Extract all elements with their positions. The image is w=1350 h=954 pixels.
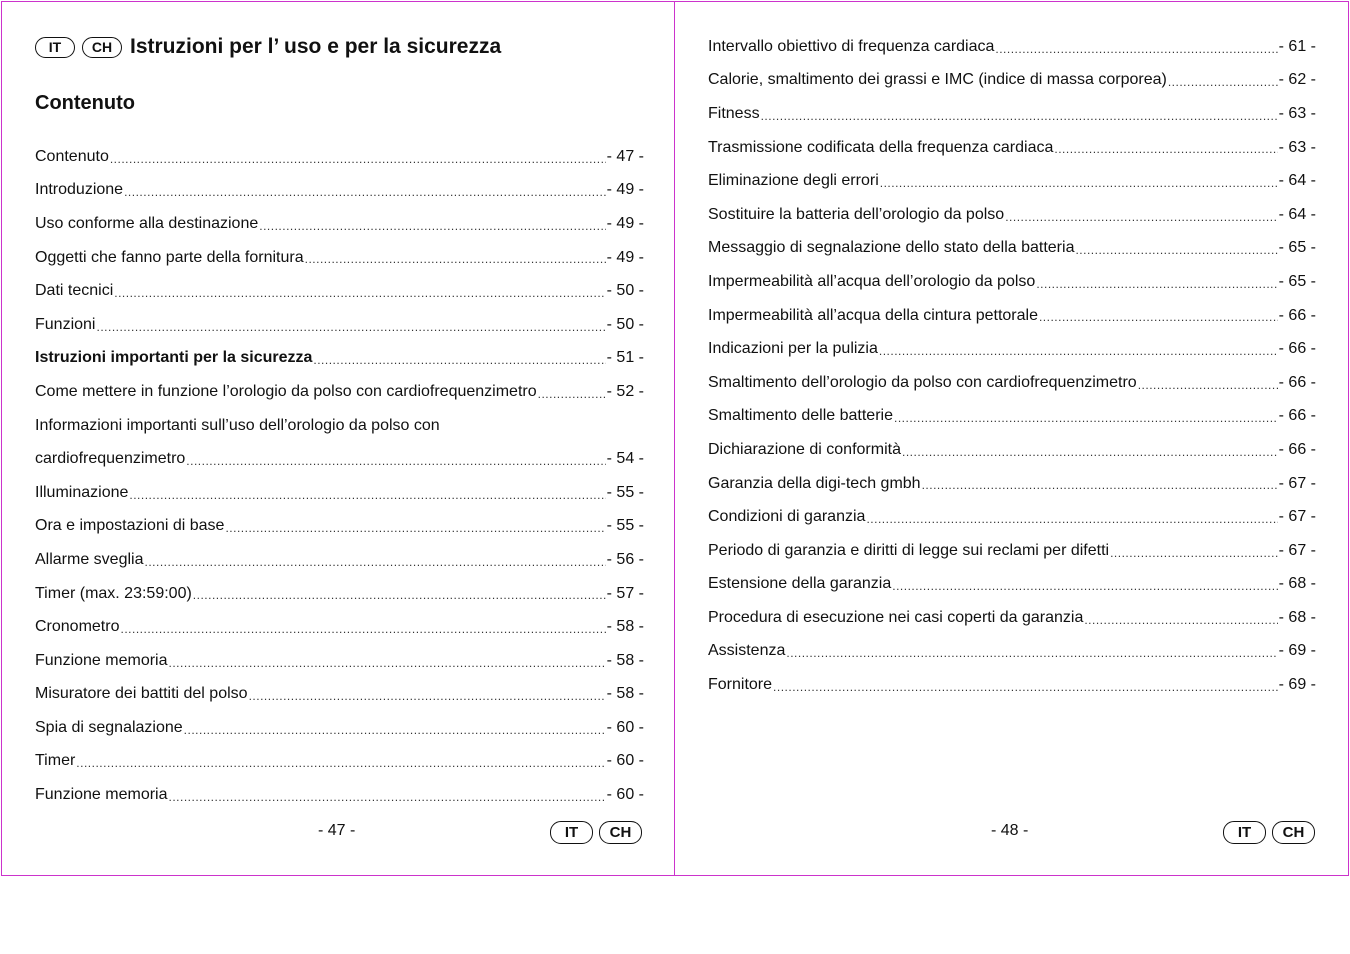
toc-leader bbox=[193, 588, 606, 602]
toc-label: Spia di segnalazione bbox=[35, 718, 183, 736]
toc-page: - 69 - bbox=[1278, 642, 1316, 660]
toc-label: Oggetti che fanno parte della fornitura bbox=[35, 248, 304, 266]
toc-label: Uso conforme alla destinazione bbox=[35, 214, 259, 232]
toc-page: - 54 - bbox=[606, 450, 644, 468]
contents-heading: Contenuto bbox=[35, 92, 135, 114]
toc-page: - 47 - bbox=[606, 147, 644, 165]
toc-leader bbox=[96, 320, 605, 334]
country-badge-ch: CH bbox=[1272, 821, 1315, 844]
toc-entry[interactable] bbox=[35, 207, 644, 241]
toc-label: Contenuto bbox=[35, 147, 109, 165]
toc-entry[interactable] bbox=[35, 375, 644, 409]
toc-entry[interactable] bbox=[35, 577, 644, 611]
toc-label: Assistenza bbox=[708, 642, 786, 660]
toc-leader bbox=[1110, 546, 1278, 560]
manual-header bbox=[35, 35, 501, 59]
toc-page: - 66 - bbox=[1278, 440, 1316, 458]
toc-label: Timer (max. 23:59:00) bbox=[35, 584, 192, 602]
toc-leader bbox=[1138, 378, 1278, 392]
toc-leader bbox=[1075, 243, 1277, 257]
country-badge-it: IT bbox=[1223, 821, 1266, 844]
toc-page: - 64 - bbox=[1278, 205, 1316, 223]
toc-label: Funzione memoria bbox=[35, 786, 168, 804]
toc-leader bbox=[894, 411, 1278, 425]
toc-page: - 62 - bbox=[1278, 71, 1316, 89]
country-badge-ch: CH bbox=[82, 37, 122, 58]
toc-leader bbox=[922, 478, 1278, 492]
right-page bbox=[674, 1, 1349, 876]
toc-leader bbox=[995, 42, 1277, 56]
toc-label: Fornitore bbox=[708, 676, 773, 694]
manual-title: Istruzioni per l’ uso e per la sicurezza bbox=[130, 35, 502, 58]
toc-label: Informazioni importanti sull’uso dell’orologio da polso con bbox=[35, 416, 440, 434]
toc-label: Misuratore dei battiti del polso bbox=[35, 685, 248, 703]
toc-entry[interactable] bbox=[708, 366, 1316, 400]
page-number: - 48 - bbox=[991, 822, 1029, 839]
toc-entry[interactable] bbox=[708, 232, 1316, 266]
toc-label: Cronometro bbox=[35, 618, 120, 636]
toc-label: Introduzione bbox=[35, 181, 124, 199]
toc-leader bbox=[879, 344, 1278, 358]
toc-entry[interactable] bbox=[35, 543, 644, 577]
toc-leader bbox=[880, 176, 1278, 190]
toc-leader bbox=[866, 512, 1277, 526]
toc-label: Messaggio di segnalazione dello stato della batteria bbox=[708, 239, 1075, 257]
toc-page: - 66 - bbox=[1278, 407, 1316, 425]
toc-entry[interactable] bbox=[708, 668, 1316, 702]
toc-entry[interactable] bbox=[35, 174, 644, 208]
toc-entry[interactable] bbox=[35, 610, 644, 644]
toc-page: - 63 - bbox=[1278, 138, 1316, 156]
toc-label: Dichiarazione di conformità bbox=[708, 440, 901, 458]
toc-entry[interactable] bbox=[708, 534, 1316, 568]
toc-page: - 68 - bbox=[1278, 608, 1316, 626]
toc-label: Sostituire la batteria dell’orologio da polso bbox=[708, 205, 1005, 223]
toc-label: Smaltimento dell’orologio da polso con cardiofrequenzimetro bbox=[708, 373, 1137, 391]
toc-entry[interactable] bbox=[35, 308, 644, 342]
toc-entry[interactable] bbox=[708, 332, 1316, 366]
toc-page: - 61 - bbox=[1278, 37, 1316, 55]
footer-badges bbox=[1223, 821, 1321, 844]
toc-entry[interactable] bbox=[708, 265, 1316, 299]
toc-entry[interactable] bbox=[708, 601, 1316, 635]
toc-entry[interactable] bbox=[35, 778, 644, 812]
toc-page: - 58 - bbox=[606, 685, 644, 703]
toc-entry[interactable] bbox=[35, 274, 644, 308]
table-of-contents-right bbox=[708, 30, 1316, 702]
toc-page: - 60 - bbox=[606, 752, 644, 770]
toc-entry[interactable] bbox=[35, 476, 644, 510]
toc-leader bbox=[892, 579, 1277, 593]
toc-entry[interactable] bbox=[708, 97, 1316, 131]
toc-entry[interactable] bbox=[708, 400, 1316, 434]
toc-label: Condizioni di garanzia bbox=[708, 508, 866, 526]
country-badge-ch: CH bbox=[599, 821, 642, 844]
toc-label: Indicazioni per la pulizia bbox=[708, 340, 878, 358]
toc-label: Fitness bbox=[708, 104, 760, 122]
toc-page: - 69 - bbox=[1278, 676, 1316, 694]
toc-page: - 55 - bbox=[606, 483, 644, 501]
toc-leader bbox=[305, 252, 606, 266]
toc-page: - 49 - bbox=[606, 214, 644, 232]
toc-page: - 57 - bbox=[606, 584, 644, 602]
toc-page: - 50 - bbox=[606, 315, 644, 333]
country-badge-it: IT bbox=[550, 821, 593, 844]
toc-label: Impermeabilità all’acqua dell’orologio da polso bbox=[708, 272, 1036, 290]
toc-entry[interactable] bbox=[35, 241, 644, 275]
toc-label: Illuminazione bbox=[35, 483, 129, 501]
toc-leader bbox=[144, 555, 605, 569]
toc-page: - 65 - bbox=[1278, 272, 1316, 290]
toc-leader bbox=[129, 488, 605, 502]
toc-page: - 68 - bbox=[1278, 575, 1316, 593]
toc-page: - 66 - bbox=[1278, 306, 1316, 324]
toc-page: - 63 - bbox=[1278, 104, 1316, 122]
toc-leader bbox=[313, 353, 605, 367]
toc-page: - 52 - bbox=[606, 382, 644, 400]
toc-label: Estensione della garanzia bbox=[708, 575, 892, 593]
toc-label: Eliminazione degli errori bbox=[708, 172, 879, 190]
toc-entry[interactable] bbox=[708, 64, 1316, 98]
toc-leader bbox=[1005, 210, 1277, 224]
country-badge-it: IT bbox=[35, 37, 75, 58]
toc-page: - 56 - bbox=[606, 550, 644, 568]
toc-page: - 55 - bbox=[606, 517, 644, 535]
toc-entry[interactable] bbox=[708, 635, 1316, 669]
toc-entry[interactable] bbox=[708, 568, 1316, 602]
toc-page: - 66 - bbox=[1278, 340, 1316, 358]
toc-leader bbox=[169, 790, 606, 804]
toc-page: - 60 - bbox=[606, 718, 644, 736]
toc-entry[interactable] bbox=[35, 644, 644, 678]
toc-page: - 67 - bbox=[1278, 474, 1316, 492]
toc-entry[interactable] bbox=[35, 442, 644, 476]
toc-label: Come mettere in funzione l’orologio da polso con cardiofrequenzimetro bbox=[35, 382, 537, 400]
toc-label: Ora e impostazioni di base bbox=[35, 517, 225, 535]
table-of-contents-left bbox=[35, 140, 644, 812]
toc-leader bbox=[1039, 310, 1278, 324]
toc-leader bbox=[225, 521, 605, 535]
toc-page: - 67 - bbox=[1278, 541, 1316, 559]
toc-leader bbox=[1084, 613, 1277, 627]
toc-entry[interactable] bbox=[35, 678, 644, 712]
toc-leader bbox=[120, 622, 605, 636]
toc-label: Impermeabilità all’acqua della cintura pettorale bbox=[708, 306, 1038, 324]
toc-label: Intervallo obiettivo di frequenza cardiaca bbox=[708, 37, 995, 55]
toc-label: Calorie, smaltimento dei grassi e IMC (indice di massa corporea) bbox=[708, 71, 1167, 89]
toc-page: - 64 - bbox=[1278, 172, 1316, 190]
toc-page: - 58 - bbox=[606, 618, 644, 636]
toc-page: - 65 - bbox=[1278, 239, 1316, 257]
toc-leader bbox=[773, 680, 1278, 694]
toc-entry[interactable] bbox=[708, 500, 1316, 534]
toc-label: Allarme sveglia bbox=[35, 550, 144, 568]
toc-entry[interactable] bbox=[35, 711, 644, 745]
toc-leader bbox=[184, 723, 606, 737]
toc-entry[interactable] bbox=[708, 467, 1316, 501]
toc-leader bbox=[761, 109, 1278, 123]
toc-label: Funzioni bbox=[35, 315, 96, 333]
footer-badges bbox=[550, 821, 648, 844]
toc-label: Periodo di garanzia e diritti di legge sui reclami per difetti bbox=[708, 541, 1110, 559]
toc-label: Trasmissione codificata della frequenza cardiaca bbox=[708, 138, 1054, 156]
toc-label: Smaltimento delle batterie bbox=[708, 407, 893, 425]
toc-leader bbox=[1054, 142, 1277, 156]
toc-page: - 49 - bbox=[606, 181, 644, 199]
toc-leader bbox=[538, 387, 606, 401]
toc-label: Procedura di esecuzione nei casi coperti da garanzia bbox=[708, 608, 1084, 626]
toc-leader bbox=[110, 152, 606, 166]
toc-label: Timer bbox=[35, 752, 76, 770]
toc-page: - 60 - bbox=[606, 786, 644, 804]
toc-page: - 51 - bbox=[606, 349, 644, 367]
toc-entry[interactable] bbox=[35, 510, 644, 544]
toc-label: Funzione memoria bbox=[35, 651, 168, 669]
toc-leader bbox=[76, 756, 605, 770]
toc-page: - 49 - bbox=[606, 248, 644, 266]
toc-page: - 67 - bbox=[1278, 508, 1316, 526]
toc-leader bbox=[249, 689, 606, 703]
toc-leader bbox=[114, 286, 605, 300]
toc-leader bbox=[169, 656, 606, 670]
toc-label: Dati tecnici bbox=[35, 282, 114, 300]
toc-leader bbox=[186, 454, 605, 468]
toc-leader bbox=[902, 445, 1278, 459]
toc-entry[interactable] bbox=[708, 164, 1316, 198]
toc-entry[interactable] bbox=[708, 198, 1316, 232]
toc-leader bbox=[1168, 75, 1278, 89]
toc-entry-wrapped-line[interactable] bbox=[35, 409, 644, 443]
toc-entry[interactable] bbox=[35, 745, 644, 779]
toc-leader bbox=[1036, 277, 1277, 291]
toc-label: cardiofrequenzimetro bbox=[35, 450, 186, 468]
toc-entry[interactable] bbox=[35, 140, 644, 174]
toc-entry[interactable] bbox=[708, 299, 1316, 333]
toc-page: - 58 - bbox=[606, 651, 644, 669]
left-page bbox=[1, 1, 675, 876]
toc-entry[interactable] bbox=[708, 131, 1316, 165]
toc-entry-bold[interactable] bbox=[35, 342, 644, 376]
page-number: - 47 - bbox=[318, 822, 356, 839]
toc-page: - 66 - bbox=[1278, 373, 1316, 391]
toc-entry[interactable] bbox=[708, 433, 1316, 467]
toc-label: Istruzioni importanti per la sicurezza bbox=[35, 349, 313, 367]
toc-entry[interactable] bbox=[708, 30, 1316, 64]
toc-label: Garanzia della digi-tech gmbh bbox=[708, 474, 921, 492]
toc-page: - 50 - bbox=[606, 282, 644, 300]
toc-leader bbox=[786, 646, 1277, 660]
toc-leader bbox=[124, 185, 606, 199]
toc-leader bbox=[259, 219, 605, 233]
